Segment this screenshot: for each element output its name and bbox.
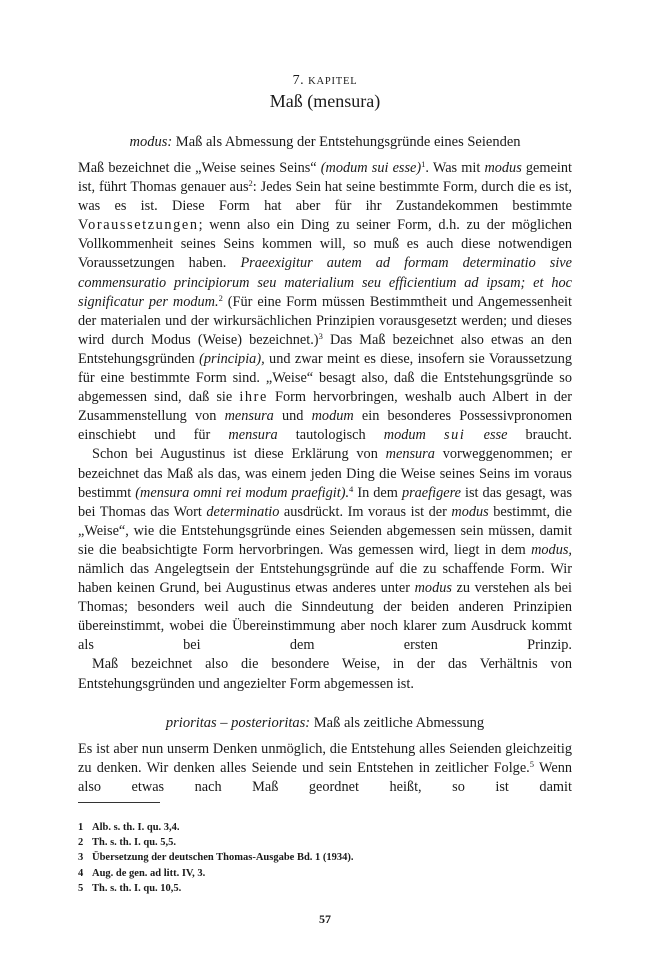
section-heading: modus: Maß als Abmessung der Entstehungsgründe eines Seienden [129, 134, 521, 150]
body-text [78, 740, 572, 797]
footnote: 2 Th. s. th. I. qu. 5,5. [78, 837, 177, 849]
chapter-number: 7. KAPITEL [292, 73, 358, 88]
footnote: 4 Aug. de gen. ad litt. IV, 3. [78, 867, 206, 879]
footnote: 5 Th. s. th. I. qu. 10,5. [78, 882, 182, 894]
footnote-divider [78, 802, 160, 803]
chapter-label: KAPITEL [308, 76, 358, 87]
paragraph: Maß bezeichnet also die besondere Weise, in der das Verhältnis von Entstehungsgründen und angezielter Form abgemessen ist. [78, 656, 572, 692]
footnotes [78, 820, 572, 896]
footnote: 1 Alb. s. th. I. qu. 3,4. [78, 822, 180, 833]
chapter-title: Maß (mensura) [269, 91, 381, 111]
footnote: 3 Übersetzung der deutschen Thomas-Ausgabe Bd. 1 (1934). [78, 852, 354, 864]
body-text [78, 159, 572, 694]
paragraph: Schon bei Augustinus ist diese Erklärung von mensura vorweggenommen; er bezeichnet das Maß als das, was einem jeden Ding die Weise seines Seins im voraus bestimmt (mensura omni rei modum praefigit).$^4$ In dem praefigere ist das gesagt, was bei Thomas das Wort determinatio ausdrückt. Im voraus ist der modus bestimmt, die „Weise“, wie die Entstehungsgründe eines Seienden abgemessen sein müssen, damit sie die beabsichtigte Form hervorbringen. Was gemessen wird, liegt in dem modus, nämlich das Angelegtsein der Entstehungsgründe auf die zu schaffende Form. Wir haben keinen Grund, bei Augustinus etwas anderes unter modus zu verstehen als bei Thomas; besonders weil auch die Sinndeutung der beiden anderen Prinzipien übereinstimmt, wobei die Übereinstimmung aber noch klarer zum Ausdruck kommt als bei dem ersten Prinzip. [78, 446, 573, 654]
page-number: 57 [319, 912, 331, 926]
section-heading: prioritas – posterioritas: Maß als zeitliche Abmessung [165, 715, 485, 731]
paragraph: Es ist aber nun unserm Denken unmöglich, die Entstehung alles Seienden gleichzeitig zu denken. Wir denken alles Seiende und sein Entstehen in zeitlicher Folge.$^5$ Wenn also etwas nach Maß geordnet heißt, so ist damit [78, 741, 573, 796]
paragraph: Maß bezeichnet die „Weise seines Seins“ (modum sui esse)$^1$. Was mit modus gemeint ist, führt Thomas genauer aus$^2$: Jedes Sein hat seine bestimmte Form, durch die es ist, was es ist. Diese Form hat aber für ihr Zustandekommen bestimmte Voraussetzungen; wenn also ein Ding zu seiner Form, d.h. zu der möglichen Vollkommenheit seines Seins kommen will, so muß es auch diese notwendigen Voraussetzungen haben. Praeexigitur autem ad formam determinatio sive commensuratio principiorum seu materialium seu efficientium ad ipsam; et hoc significatur per modum.$^2$ (Für eine Form müssen Bestimmtheit und Angemessenheit der materialen und der wirkursächlichen Prinzipien vorausgesetzt werden; und dieses wird durch Modus (Weise) bezeichnet.)$^3$ Das Maß bezeichnet also etwas an den Entstehungsgründen (principia), und zwar meint es diese, insofern sie Voraussetzung für eine bestimmte Form sind. „Weise“ besagt also, daß die Entstehungsgründe so abgemessen sind, daß sie ihre Form hervorbringen, weshalb auch Albert in der Zusammenstellung von mensura und modum ein besonderes Possessivpronomen einschiebt und für mensura tautologisch modum sui esse braucht. [78, 159, 573, 444]
